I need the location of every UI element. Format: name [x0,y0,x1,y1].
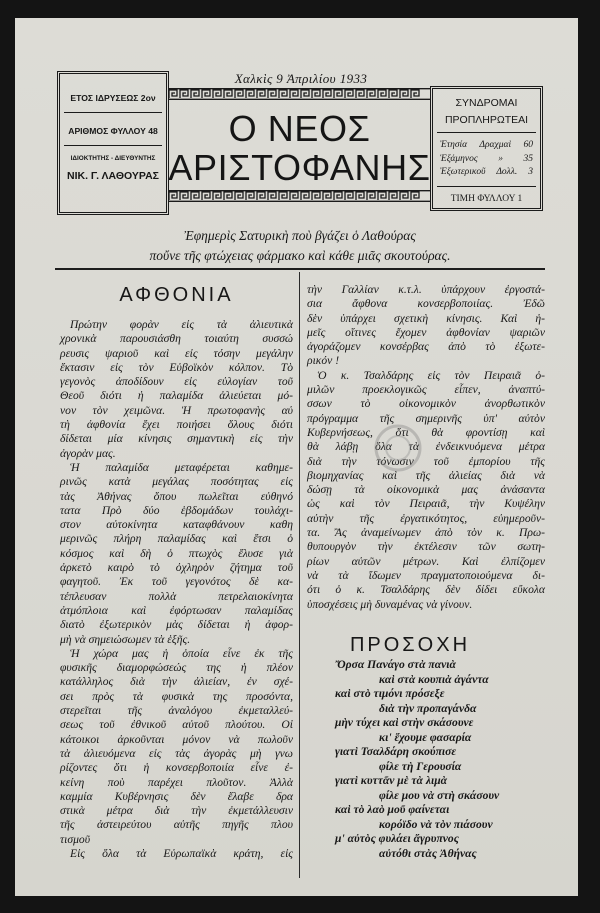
article-text-line: νον τὸν χειμῶνα. Ἡ πρωτοφανὴς αὐ [60,403,293,417]
article-text-line: φυσικῆς διαμορφώσεώς της ἡ πλέον [60,661,293,675]
article-text-line: Εἰς ὅλα τὰ Εὐρωπαϊκὰ κράτη, εἰς [70,846,293,860]
masthead-title-line1: Ο ΝΕΟΣ [228,108,371,149]
publication-info-box [57,71,169,215]
founding-year: ΕΤΟΣ ΙΔΡΥΣΕΩΣ 2ον [70,93,156,103]
article-text-line: Θεοῦ διότι ἡ παλαμίδα ἁλιεύεται μό- [60,389,293,403]
article-text-line: μεῖς οἵτινες ἔχομεν ἀφθονίαν ψαριῶν [307,325,545,339]
poem-line: καὶ στὸ τιμόνι πρόσεξε [335,687,445,700]
article-text-line: χρονικὰ παρουσιάσθη τοιαύτη συσσώ [60,332,293,346]
article-text-line: βιομηχανίας καὶ τῆς ἁλιείας διὰ νὰ [307,468,545,482]
article-text-line: διατὸ ἐξωτερικὸν μὰς δίδεται ἡ ἀφορ- [60,618,293,632]
foreign-rate: Ἐξωτερικοῦ Δολλ. 3 [440,167,533,177]
article-text-line: ρίων αὐτῶν μέτρων. Καὶ ἐλπίζομεν [307,554,545,568]
article-text-line: μερινῶς πλήρη παλαμίδας καὶ ἔτσι ὁ [60,532,293,546]
article-text-line: ἀγορὰν μας. [60,446,116,460]
semiannual-rate: Ἑξάμηνος » 35 [440,154,533,164]
article-text-line: τέπλευσαν πολλὰ πετρελαιοκίνητα [60,589,293,603]
issue-price: ΤΙΜΗ ΦΥΛΛΟΥ 1 [450,194,523,204]
poem-line: φίλε τὴ Γερουσία [379,759,462,773]
article-text-line: ὡς καὶ τὸν Πειραιᾶ, τὴν Κυψέλην [307,497,545,511]
article-text-line: σει πρὸς τὰ φυσικὰ της προσόντα, [60,689,293,703]
poem-line: καὶ στὰ κουπιὰ ἀγάντα [379,672,489,686]
annual-rate: Ἐτησία Δραχμαὶ 60 [440,140,533,150]
article-text-line: Ἡ χώρα μας ἡ ὁποία εἶνε ἐκ τῆς [70,646,293,660]
article-paragraph [307,369,545,612]
poem-line: κι' ἔχουμε φασαρία [379,730,472,744]
poem-line: μ' αὐτὸς φυλάει ἄγρυπνος [335,832,459,845]
poem-line: γιατὶ Τσαλδάρη σκούπισε [335,745,457,758]
article-text-line: ὑποσχέσεις μὴ δυναμένας νὰ γίνουν. [307,597,473,611]
article-text-line: μιλῶν προεκλογικῶς εἶπεν, ἀναπτύ- [307,383,545,397]
issue-number: ΑΡΙΘΜΟΣ ΦΥΛΛΟΥ 48 [68,126,158,136]
article-text-line: γεγονὸς ἀποδίδουν εἰς εὐλογίαν τοῦ [60,375,293,389]
subscription-heading: ΣΥΝΔΡΟΜΑΙ [455,97,518,109]
article-text-line: αὐτὴν τῆς ἐργατικότητος, εὐημεροῦν- [307,511,545,525]
article-paragraph [307,283,545,369]
article-text-line: διὰ τὴν τόνωσιν τοῦ ἐμπορίου τῆς [307,454,545,468]
owner-name: ΝΙΚ. Γ. ΛΑΘΟΥΡΑΣ [67,170,159,182]
greek-key-band-bottom [168,190,431,202]
article-text-line: στον αὐτοκίνητα καταφθάνουν καθη [60,518,293,532]
article-text-line: δὲν ὑπάρχει σχετικὴ κίνησις. Καὶ ἡ- [307,311,545,325]
article-text-line: Πρώτην φορὰν εἰς τὰ ἁλιευτικὰ [70,318,293,331]
article-text-line: ἀτμόπλοια καὶ ἐφόρτωσαν παλαμίδας [60,603,293,617]
article-text-line: Ὁ κ. Τσαλδάρης εἰς τὸν Πειραιᾶ ὁ- [317,368,545,382]
article-text-line: κόσμος καὶ δὴ ὁ πτωχὸς ἔλυσε γιὰ [60,546,293,560]
column-divider [299,272,300,878]
article-paragraph [60,647,293,847]
prepaid-heading: ΠΡΟΠΛΗΡΩΤΕΑΙ [444,114,529,126]
article-text-line: μὴ νὰ σημειώσωμεν τὰ ἑξῆς. [60,632,191,646]
article-text-line: τισμοῦ [60,832,91,846]
article-text-line: κατάλληλος διὰ τὴν ἁλιείαν, ἐν σχέ- [60,675,293,689]
article-paragraph [60,461,293,647]
issue-date: Χαλκὶς 9 Ἀπριλίου 1933 [234,71,368,86]
masthead-title-line2: ΑΡΙΣΤΟΦΑΝΗΣ [168,147,431,188]
article-text-line: καμμία Κυβέρνησις δὲν ἔλαβε δρα [60,789,293,803]
article-text-line: τὴν Γαλλίαν κ.τ.λ. ὑπάρχουν ἐργοστά- [307,283,545,296]
poem-headline: ΠΡΟΣΟΧΗ [349,634,471,656]
article-text-line: κάτοικοι ἀρκοῦνται μόνον νὰ πωλοῦν [60,732,293,746]
poem-line: Ὄρσα Πανάγο στὰ πανιὰ [335,658,456,671]
article-text-line: Κυβερνήσεως, ὅτι θὰ φροντίσῃ καὶ [307,425,545,439]
article-text-line: ἀγοράζομεν κονσέρβας ἀπὸ τὸ ἐξωτε- [307,340,545,354]
article-text-line: ότι ὁ κ. Τσαλδάρης δὲν δίδει εὔκολα [307,583,545,597]
article-text-line: δώσῃ τὰ οἰκονομικὰ μας ἀνάσαντα [307,483,545,497]
article-text-line: φαγητοῦ. Ἐκ τοῦ γεγονότος δὲ κα- [60,575,293,589]
article-text-line: ρινῶς κατὰ μεγάλας ποσότητας εἰς [60,475,293,489]
article-text-line: θὰ λάβῃ ὅλα τὰ ἐνδεικνυόμενα μέτρα [307,440,545,454]
article-text-line: σεως τοῦ ἐθνικοῦ αὐτοῦ πλούτου. Οἱ [60,718,293,732]
article-text-line: νὰ τὰ ἴδωμεν πραγματοποιούμενα δι- [307,568,545,582]
article-text-line: τὰς Ἀθήνας ὅπου πωλεῖται εὐθηνό [60,489,293,503]
watermark-logo [372,422,424,474]
greek-key-pattern [168,191,431,202]
article-text-line: ἔκτασιν εἰς τὸν Εὐβοϊκὸν κόλπον. Τὸ [60,360,293,374]
article-text-line: δίδεται μία κίνησις σημαντικὴ εἰς τὴν [60,432,293,446]
greek-key-pattern [168,89,431,100]
poem-line: αὐτόθι στὰς Ἀθήνας [379,846,477,860]
greek-key-band-top [168,88,431,100]
masthead-rule [55,268,545,270]
poem-line: καὶ τὸ λαὸ μοῦ φαίνεται [335,803,450,816]
article-text-line: ρίζοντες ὅτι ἡ κονσερβοποιία εἶνε ἐ- [60,761,293,775]
article-paragraph [60,847,293,861]
article-text-line: ρικόν ! [307,354,340,368]
article-text-line: ἀρκετὸ καιρὸ τὸ ὀχληρὸν ζήτημα τοῦ [60,561,293,575]
article-text-line: τὰ ἁλιευόμενα εἰς τὰς ἀγορὰς μὴ γνω [60,746,293,760]
article-text-line: τῆς ἀστειρεύτου αὐτῆς πηγῆς πλου [60,818,293,832]
box-divider [64,145,162,146]
article-text-line: κείνη ποὺ παρέχει πλοῦτον. Ἀλλὰ [60,775,293,789]
article-paragraph [60,318,293,461]
poem [307,658,545,861]
poem-line: κορόϊδο νὰ τὸν πιάσουν [379,817,493,831]
article-text-line: Ἡ παλαμίδα μεταφέρεται καθημε- [70,460,293,474]
article-text-line: τὴ ἀφθονία ἔχει ποιήσει ὅλους διότι [60,418,293,432]
article-column-left [60,318,293,861]
box-divider [64,112,162,113]
box-divider [437,132,536,133]
poem-line: μὴν τύχει καὶ στὴν σκάσουνε [335,716,474,729]
article-text-line: στικὰ μέτρα διὰ τὴν ἐκμετάλλευσιν [60,804,293,818]
poem-line: διὰ τὴν προπαγάνδα [379,701,477,715]
subtitle-line2: ποὔνε τῆς φτώχειας φάρμακο καὶ κάθε μιᾶς σκουτούρας. [149,248,451,263]
article-text-line: τατα Πρὸ δύο ἑβδομάδων τουλάχι- [60,503,293,517]
poem-line: φίλε μου νὰ στὴ σκάσουν [379,788,500,802]
box-divider [437,186,536,187]
subscription-box [430,86,543,211]
article-text-line: σια ἄφθονα κονσερβοποιίας. Ἐδῶ [307,297,545,311]
article-text-line: στερεῖται τῆς ἀναλόγου ἐκμεταλλεύ- [60,704,293,718]
article-text-line: ρευσις ψαριοῦ καὶ εἰς τόσην μεγάλην [60,346,293,360]
article-headline: ΑΦΘΟΝΙΑ [119,284,234,306]
subtitle-line1: Ἐφημερὶς Σατυρικὴ ποὺ βγάζει ὁ Λαθούρας [184,228,416,243]
owner-label: ΙΔΙΟΚΤΗΤΗΣ - ΔΙΕΥΘΥΝΤΗΣ [70,155,156,162]
poem-line: γιατὶ κυττᾶν μὲ τὰ λιμὰ [335,774,448,787]
article-text-line: τα. Ἂς ἀναμείνωμεν ἀπὸ τὸν κ. Πρω- [307,526,545,540]
article-text-line: θυπουργὸν τὴν ἐκτέλεσιν τῶν σωτη- [307,540,545,554]
article-text-line: σσων τὸ οἰκονομικὸν ἀνορθωτικὸν [307,397,545,411]
article-column-right [307,283,545,612]
article-text-line: πρόγραμμα τῆς σημερινῆς ὑπ' αὐτὸν [307,411,545,425]
